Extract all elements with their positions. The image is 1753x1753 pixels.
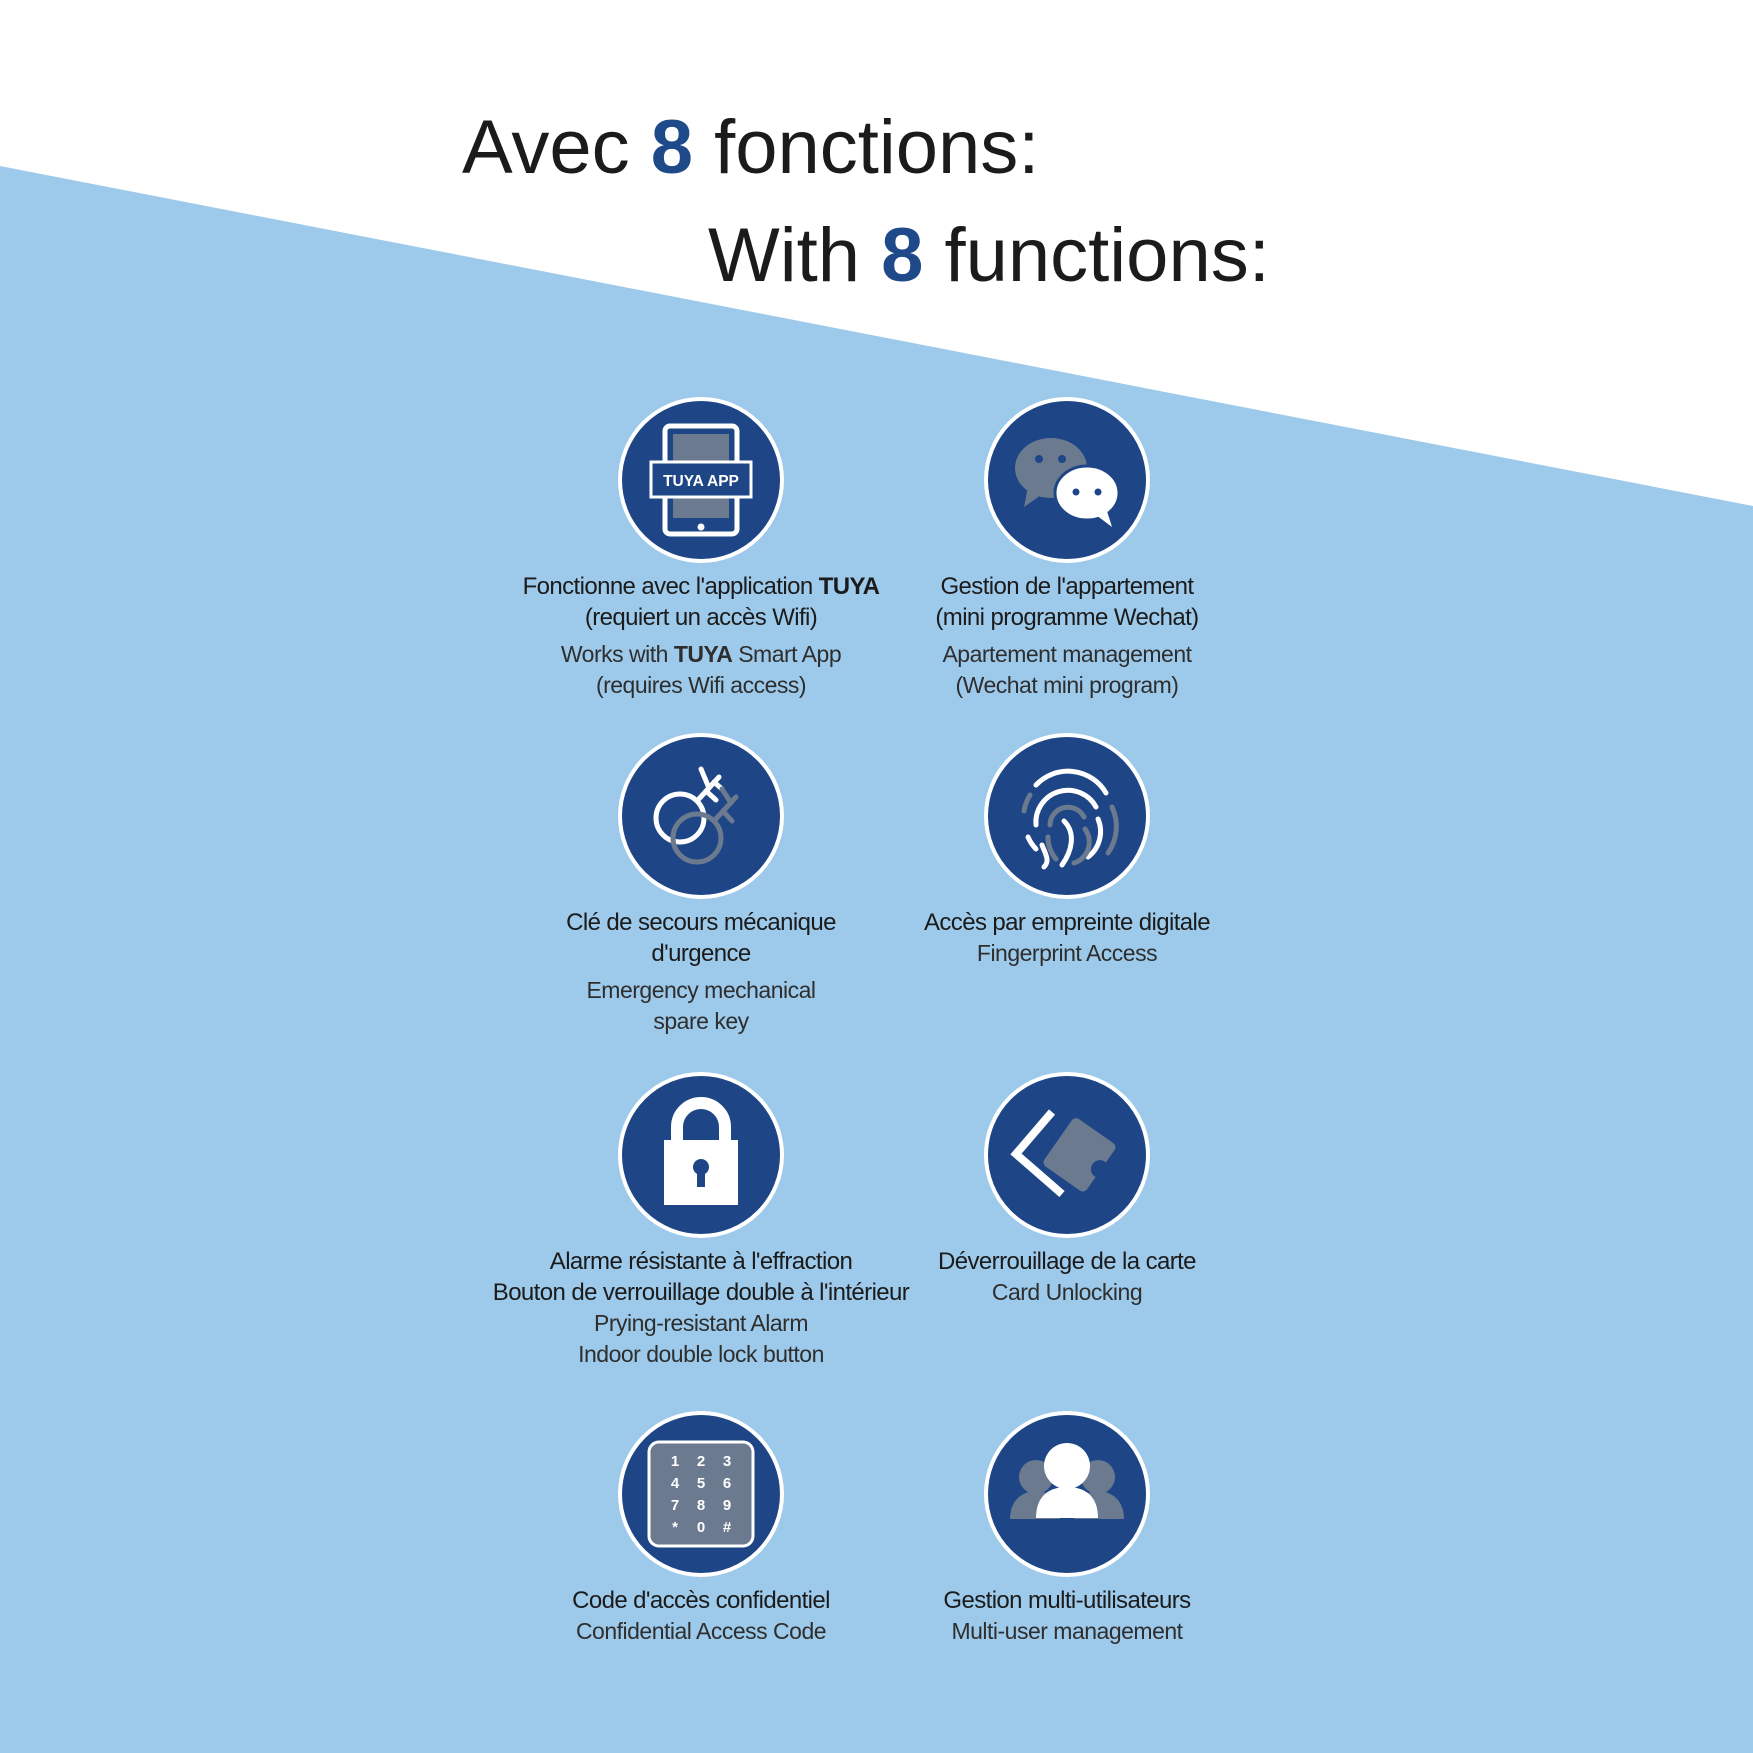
keypad-key: 1 (670, 1453, 680, 1470)
feature-multi-user (827, 1411, 1307, 1647)
feature-alarm-fr-line2: Bouton de verrouillage double à l'intérieur (492, 1279, 910, 1306)
keypad-icon (618, 1411, 784, 1577)
feature-tuya-fr-line2: (requiert un accès Wifi) (584, 604, 818, 631)
keypad-key: 2 (696, 1453, 706, 1470)
feature-wechat-fr-line1: Gestion de l'appartement (940, 573, 1194, 600)
heading-english: With 8 functions: (708, 213, 1270, 298)
keypad-key: 5 (696, 1475, 706, 1492)
feature-key-fr-line2: d'urgence (651, 940, 751, 967)
feature-wechat-fr-line2: (mini programme Wechat) (935, 604, 1199, 631)
feature-wechat-en-line1: Apartement management (942, 641, 1192, 667)
heading-french-number: 8 (650, 105, 693, 190)
feature-fingerprint (827, 733, 1307, 969)
feature-tuya-en-line2: (requires Wifi access) (595, 672, 807, 698)
mechanical-keys-icon (618, 733, 784, 899)
feature-key-en-line2: spare key (653, 1008, 749, 1034)
feature-tuya-en-line1: Works with TUYA Smart App (560, 641, 842, 667)
tuya-app-tablet-icon (618, 397, 784, 563)
feature-code-en-line1: Confidential Access Code (575, 1618, 827, 1644)
feature-key-en-line1: Emergency mechanical (586, 977, 816, 1003)
keypad-key: 8 (696, 1497, 706, 1514)
heading-english-number: 8 (881, 213, 924, 298)
feature-tuya-fr-line1: Fonctionne avec l'application TUYA (522, 573, 880, 600)
keypad-key: 4 (670, 1475, 680, 1492)
feature-alarm-en-line1: Prying-resistant Alarm (594, 1310, 808, 1336)
keypad-key: # (722, 1519, 732, 1536)
feature-alarm-en-line2: Indoor double lock button (578, 1341, 824, 1367)
card-unlock-icon (984, 1072, 1150, 1238)
keypad-key: 7 (670, 1497, 680, 1514)
feature-alarm-fr-line1: Alarme résistante à l'effraction (549, 1248, 853, 1275)
fingerprint-icon (984, 733, 1150, 899)
feature-key-fr-line1: Clé de secours mécanique (566, 909, 836, 936)
keypad-key: 3 (722, 1453, 732, 1470)
keypad-key: 9 (722, 1497, 732, 1514)
feature-fingerprint-en-line1: Fingerprint Access (976, 940, 1158, 966)
padlock-icon (618, 1072, 784, 1238)
keypad-key: 6 (722, 1475, 732, 1492)
feature-card-en-line1: Card Unlocking (991, 1279, 1143, 1305)
tuya-app-icon-label: TUYA APP (663, 473, 739, 490)
feature-code-fr-line1: Code d'accès confidentiel (572, 1587, 830, 1614)
feature-multiuser-fr-line1: Gestion multi-utilisateurs (943, 1587, 1191, 1614)
keypad-key: 0 (696, 1519, 706, 1536)
feature-multiuser-en-line1: Multi-user management (951, 1618, 1183, 1644)
multi-user-icon (984, 1411, 1150, 1577)
feature-fingerprint-fr-line1: Accès par empreinte digitale (923, 909, 1211, 936)
keypad-key: * (672, 1519, 678, 1536)
wechat-chat-bubbles-icon (984, 397, 1150, 563)
heading-french: Avec 8 fonctions: (462, 105, 1040, 190)
feature-card-unlock (827, 1072, 1307, 1308)
feature-wechat-management (827, 397, 1307, 701)
feature-card-fr-line1: Déverrouillage de la carte (938, 1248, 1196, 1275)
feature-wechat-en-line2: (Wechat mini program) (955, 672, 1179, 698)
